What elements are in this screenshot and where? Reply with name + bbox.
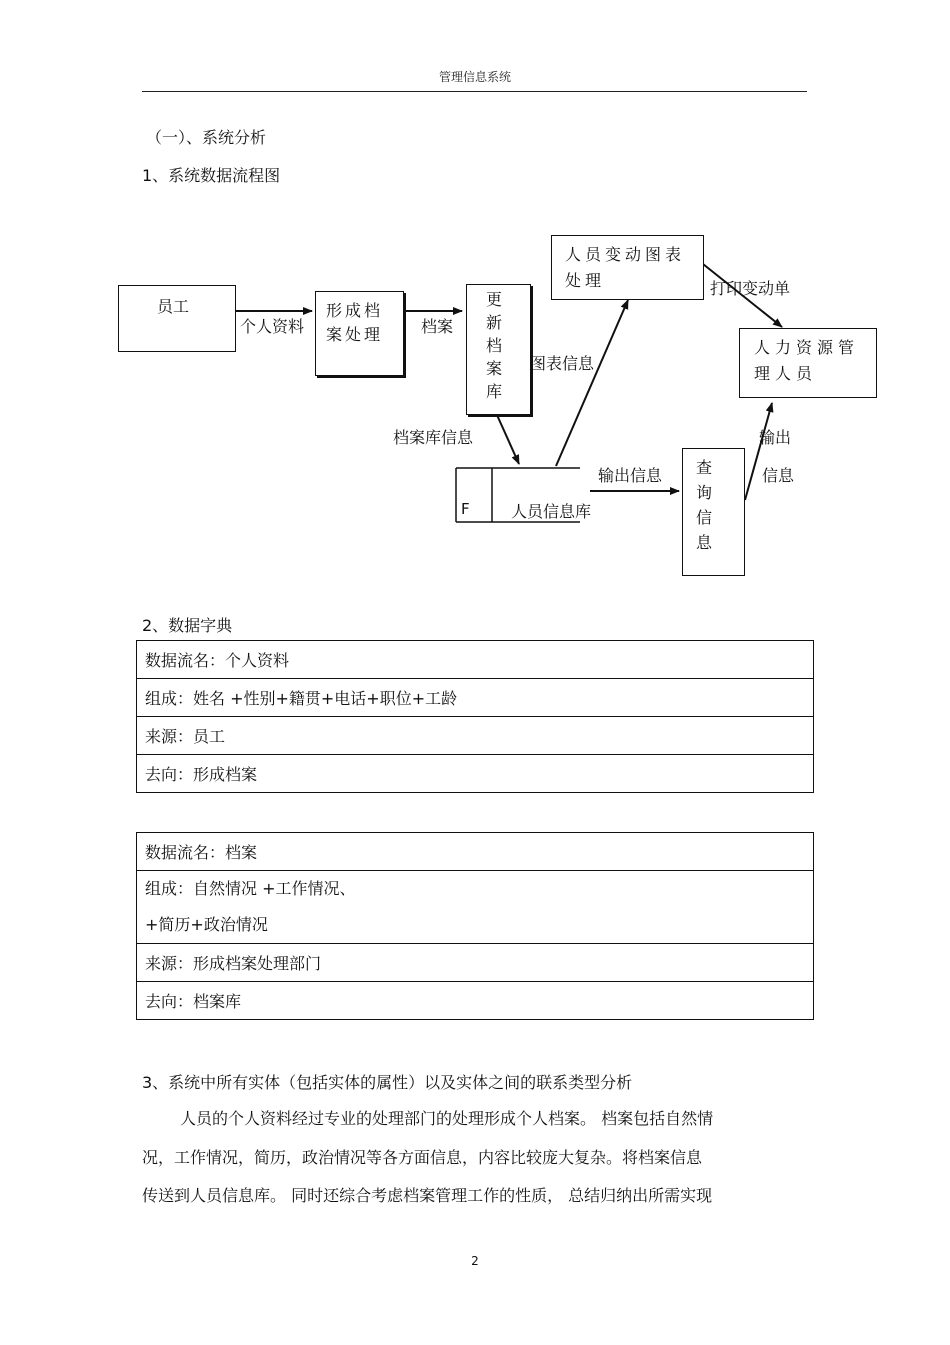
dict1-dest: 去向：形成档案 [137,755,814,793]
node-hr-manager [739,328,877,398]
node-staff-change-chart [551,235,704,300]
arrow-update-to-store [497,415,519,464]
flow-label-archive-db-info: 档案库信息 [393,428,474,447]
page-header-title: 管理信息系统 [438,70,511,84]
dict2-composition-line1: 组成：自然情况 +工作情况、 [145,879,356,898]
paragraph-line-2: 况，工作情况，简历，政治情况等各方面信息，内容比较庞大复杂。将档案信息 [142,1148,703,1167]
paragraph-line-1: 人员的个人资料经过专业的处理部门的处理形成个人档案。 档案包括自然情 [180,1109,714,1128]
node-update-archive-db-label: 更新档案库 [485,290,502,401]
data-dictionary-table-personal [136,640,814,793]
dict2-dest: 去向：档案库 [137,982,814,1020]
data-dictionary-table-archive [136,832,814,1020]
node-query-info-label: 查询信息 [695,458,712,552]
dict1-name: 数据流名：个人资料 [137,641,814,679]
subsection-1-title: 1、系统数据流程图 [142,166,281,185]
flow-label-output-info: 输出信息 [598,466,663,485]
dict1-composition: 组成：姓名 +性别+籍贯+电话+职位+工龄 [137,679,814,717]
subsection-2-title: 2、数据字典 [142,616,233,635]
arrow-store-to-chart [556,300,628,466]
dict2-composition [137,871,814,944]
flow-label-print-change: 打印变动单 [710,279,791,298]
section-title: （一）、系统分析 [146,128,267,147]
node-hr-manager-label: 人力资源管理人员 [754,338,860,383]
subsection-3-title: 3、系统中所有实体（包括实体的属性）以及实体之间的联系类型分析 [142,1073,633,1092]
dict2-composition-line2: +简历+政治情况 [145,915,268,934]
dict2-source: 来源：形成档案处理部门 [137,944,814,982]
node-update-archive-db [466,284,531,415]
flow-label-output: 输出 [759,428,792,447]
flow-label-info: 信息 [762,466,795,485]
dict2-name: 数据流名：档案 [137,833,814,871]
page-number: 2 [471,1254,479,1268]
node-employee [118,285,236,352]
node-form-archive-label: 形成档案处理 [326,301,384,344]
node-form-archive [315,291,404,376]
data-store-name: 人员信息库 [511,502,592,521]
paragraph-line-3: 传送到人员信息库。 同时还综合考虑档案管理工作的性质， 总结归纳出所需实现 [142,1186,713,1205]
dict1-source: 来源：员工 [137,717,814,755]
node-employee-label: 员工 [157,297,190,316]
flow-label-archive: 档案 [421,317,454,336]
flow-label-chart-info: 图表信息 [530,354,595,373]
node-query-info [682,448,745,576]
node-staff-change-chart-label: 人员变动图表处理 [565,245,686,290]
data-store-code: F [461,500,470,518]
flow-label-personal-info: 个人资料 [240,317,305,336]
